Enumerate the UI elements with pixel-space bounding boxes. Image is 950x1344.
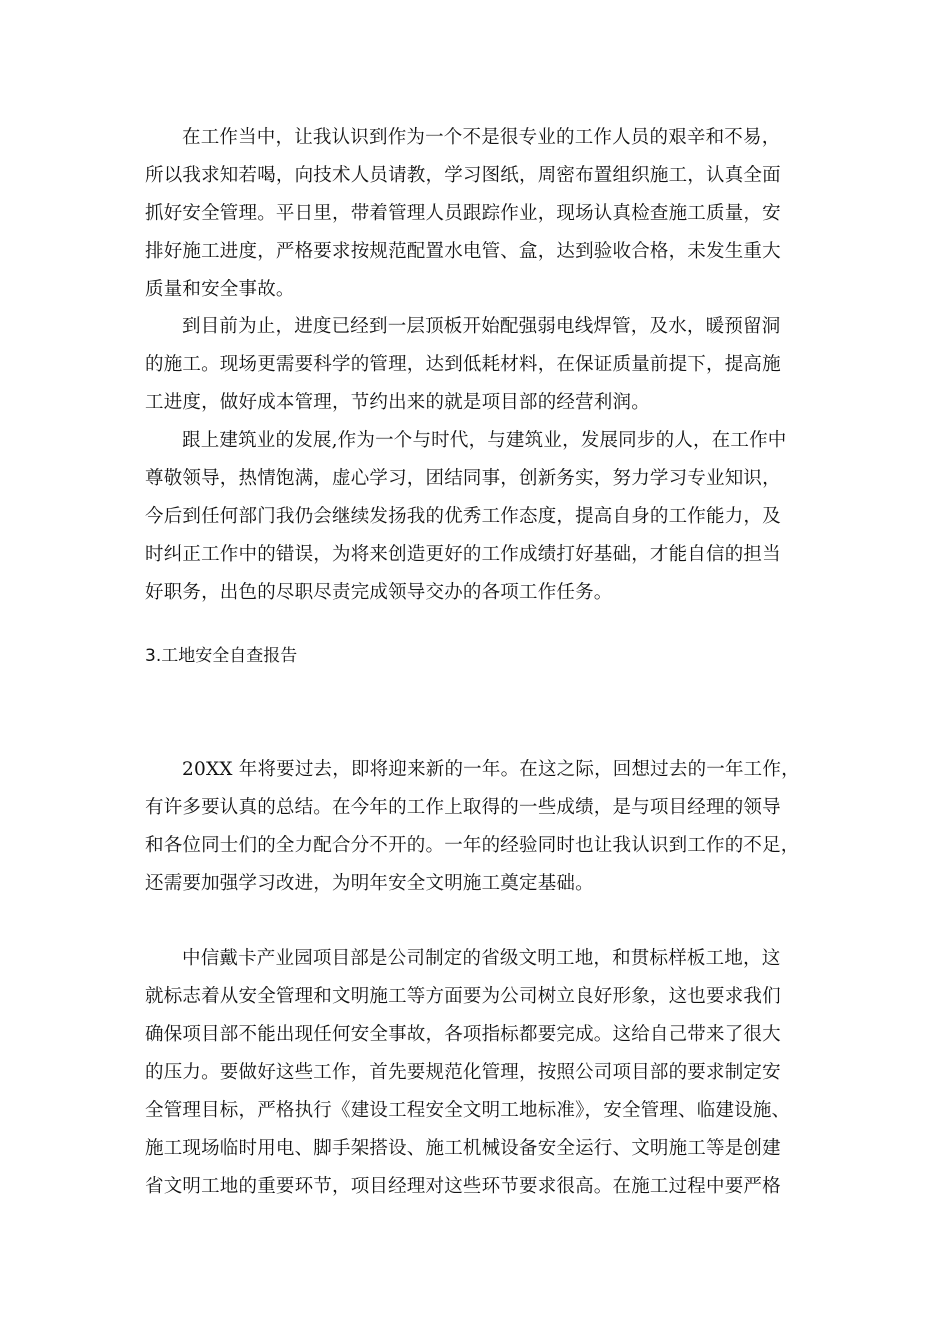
text-line: 的压力。要做好这些工作，首先要规范化管理，按照公司项目部的要求制定安 — [145, 1062, 781, 1083]
text-line: 和各位同士们的全力配合分不开的。一年的经验同时也让我认识到工作的不足， — [145, 835, 800, 856]
text-line: 抓好安全管理。平日里，带着管理人员跟踪作业，现场认真检查施工质量，安 — [145, 203, 781, 224]
text-line: 尊敬领导，热情饱满，虚心学习，团结同事，创新务实，努力学习专业知识， — [145, 468, 781, 489]
text-line: 确保项目部不能出现任何安全事故，各项指标都要完成。这给自己带来了很大 — [145, 1024, 781, 1045]
text-line: 跟上建筑业的发展,作为一个与时代，与建筑业，发展同步的人，在工作中 — [182, 430, 787, 451]
text-line: 今后到任何部门我仍会继续发扬我的优秀工作态度，提高自身的工作能力，及 — [145, 506, 781, 527]
text-line: 好职务，出色的尽职尽责完成领导交办的各项工作任务。 — [145, 582, 613, 603]
text-line: 全管理目标，严格执行《建设工程安全文明工地标准》，安全管理、临建设施、 — [145, 1100, 791, 1121]
text-line: 质量和安全事故。 — [145, 279, 295, 300]
text-line: 20XX 年将要过去，即将迎来新的一年。在这之际，回想过去的一年工作， — [182, 759, 800, 780]
text-line: 所以我求知若喝，向技术人员请教，学习图纸，周密布置组织施工，认真全面 — [145, 165, 781, 186]
text-line: 排好施工进度，严格要求按规范配置水电管、盒，达到验收合格，未发生重大 — [145, 241, 781, 262]
text-line: 工进度，做好成本管理，节约出来的就是项目部的经营利润。 — [145, 392, 650, 413]
section-heading: 3.工地安全自查报告 — [145, 646, 298, 666]
text-line: 到目前为止，进度已经到一层顶板开始配强弱电线焊管，及水，暖预留洞 — [182, 316, 781, 337]
text-line: 施工现场临时用电、脚手架搭设、施工机械设备安全运行、文明施工等是创建 — [145, 1138, 781, 1159]
text-line: 中信戴卡产业园项目部是公司制定的省级文明工地，和贯标样板工地，这 — [182, 948, 781, 969]
text-line: 的施工。现场更需要科学的管理，达到低耗材料，在保证质量前提下，提高施 — [145, 354, 781, 375]
text-line: 时纠正工作中的错误，为将来创造更好的工作成绩打好基础，才能自信的担当 — [145, 544, 781, 565]
text-line: 在工作当中，让我认识到作为一个不是很专业的工作人员的艰辛和不易， — [182, 127, 781, 148]
text-line: 省文明工地的重要环节，项目经理对这些环节要求很高。在施工过程中要严格 — [145, 1176, 781, 1197]
text-line: 有许多要认真的总结。在今年的工作上取得的一些成绩，是与项目经理的领导 — [145, 797, 781, 818]
text-line: 就标志着从安全管理和文明施工等方面要为公司树立良好形象，这也要求我们 — [145, 986, 781, 1007]
text-line: 还需要加强学习改进，为明年安全文明施工奠定基础。 — [145, 873, 594, 894]
